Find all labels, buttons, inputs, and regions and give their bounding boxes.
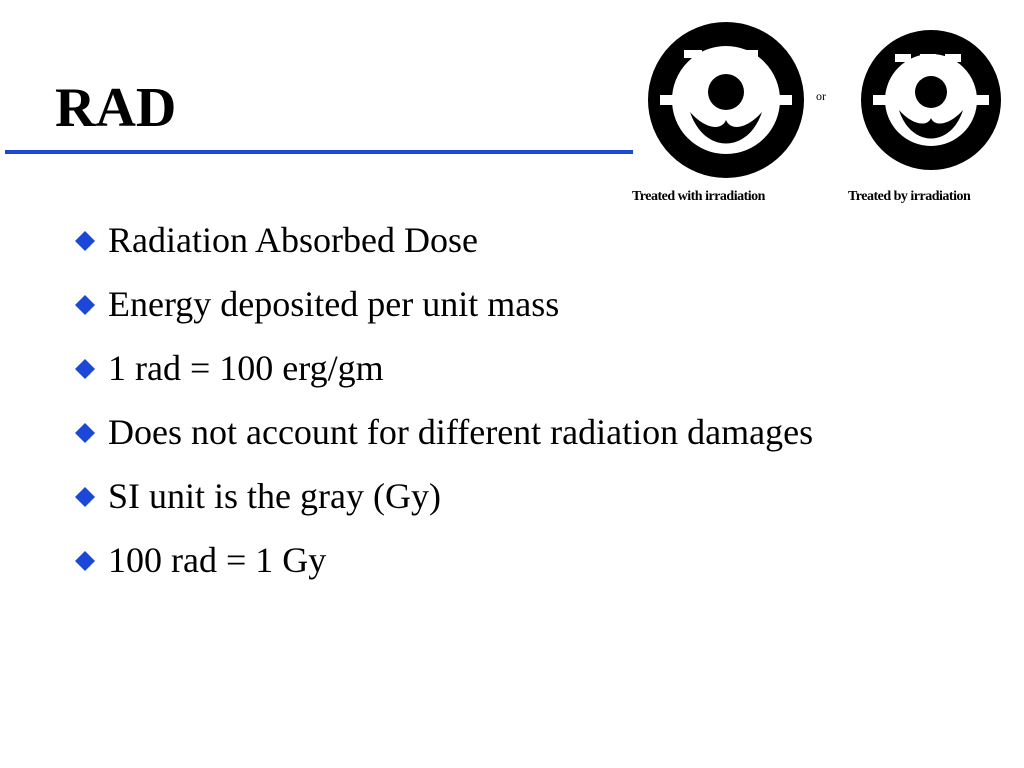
bullet-list (75, 218, 875, 602)
title-underline (5, 150, 633, 154)
bullet-text: Energy deposited per unit mass (108, 284, 560, 324)
diamond-bullet-icon (75, 423, 95, 443)
radura-icon (646, 20, 806, 180)
list-item (75, 410, 875, 454)
list-item (75, 282, 875, 326)
bullet-text: 1 rad = 100 erg/gm (108, 348, 384, 388)
bullet-text: 100 rad = 1 Gy (108, 540, 327, 580)
bullet-text: Does not account for different radiation damages (108, 412, 814, 452)
bullet-text: Radiation Absorbed Dose (108, 220, 478, 260)
bullet-text: SI unit is the gray (Gy) (108, 476, 441, 516)
diamond-bullet-icon (75, 359, 95, 379)
list-item (75, 474, 875, 518)
diamond-bullet-icon (75, 551, 95, 571)
slide-title: RAD (55, 77, 177, 139)
irradiation-logos (626, 10, 1024, 220)
diamond-bullet-icon (75, 295, 95, 315)
logo-caption-right: Treated by irradiation (848, 189, 971, 204)
list-item (75, 346, 875, 390)
logo-separator: or (816, 89, 826, 103)
list-item (75, 218, 875, 262)
list-item (75, 538, 875, 582)
diamond-bullet-icon (75, 487, 95, 507)
logo-caption-left: Treated with irradiation (632, 189, 765, 204)
radura-icon (861, 20, 1001, 180)
diamond-bullet-icon (75, 231, 95, 251)
